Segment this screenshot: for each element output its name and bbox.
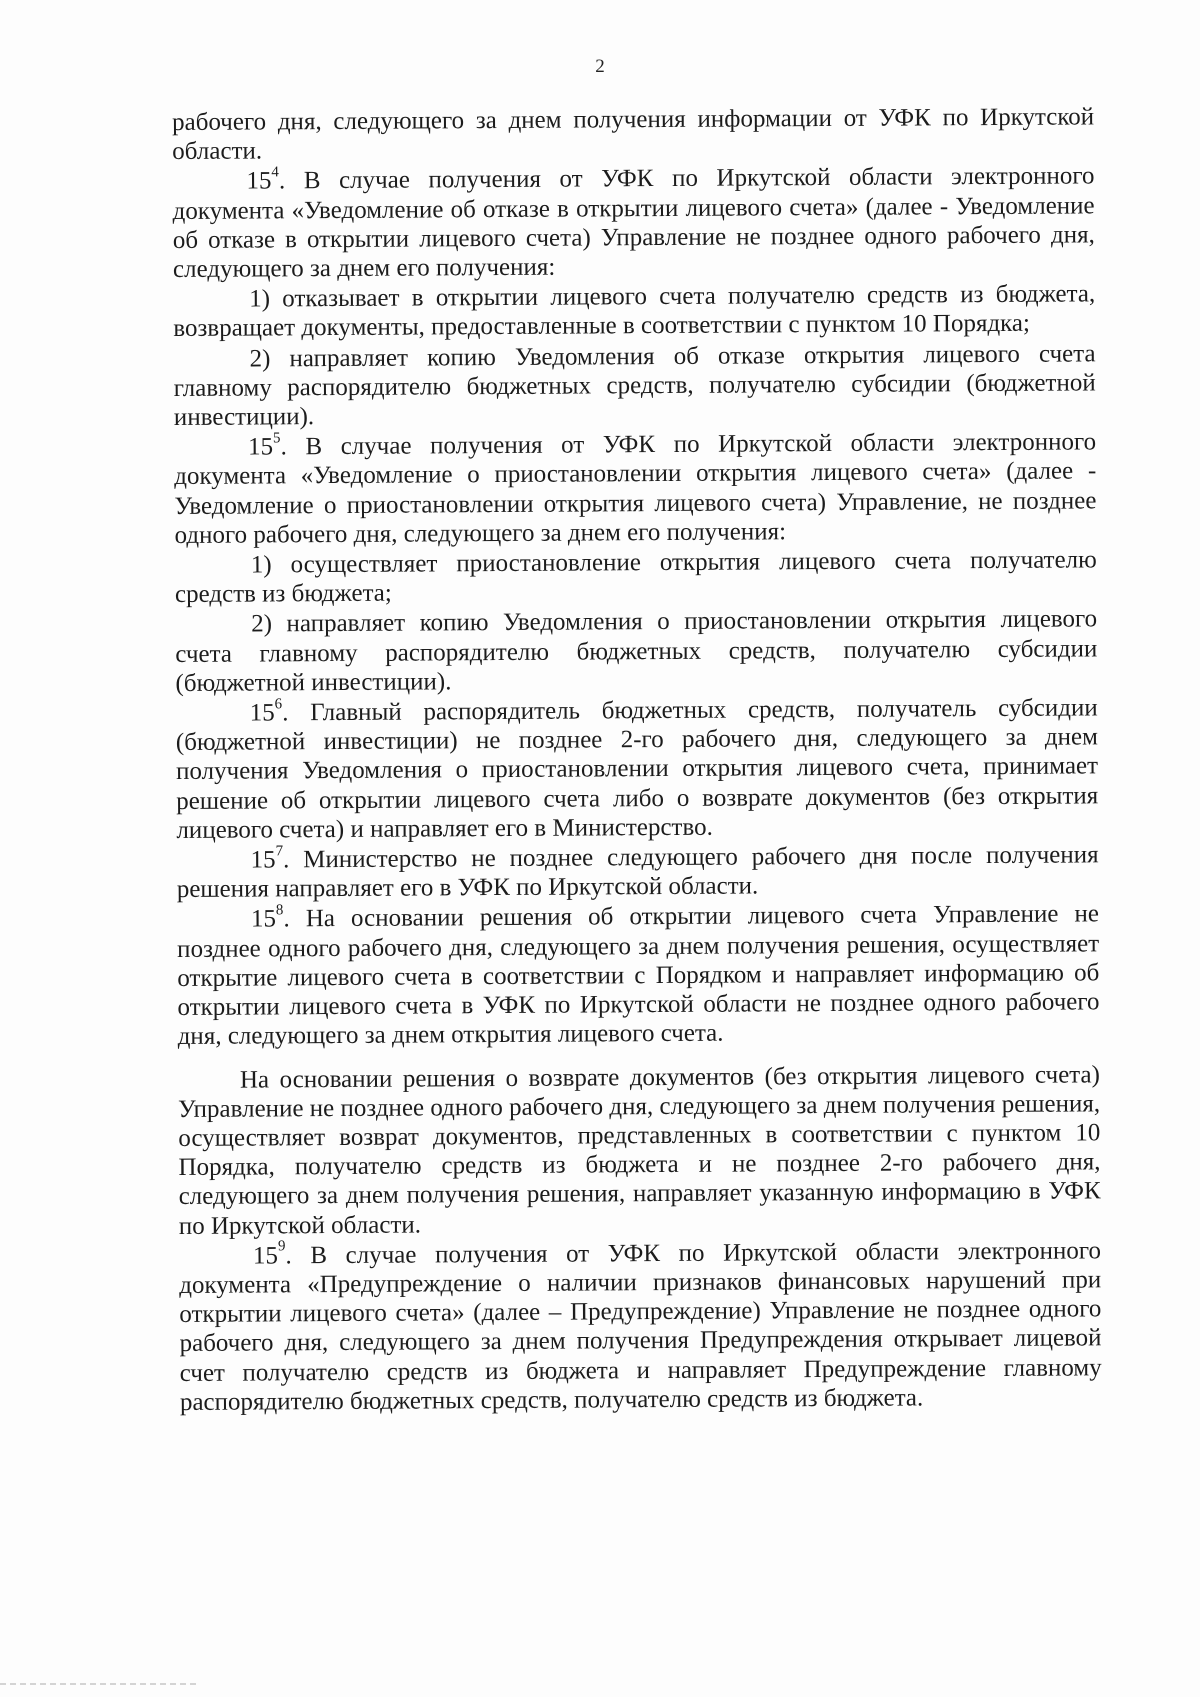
clause-superscript: 7 — [275, 843, 284, 860]
paragraph-text: . В случае получения от УФК по Иркутской области электронного документа «Предупреждение о наличии признаков финансовых нарушений при открытии лицевого счета» (далее – Предупреждение) Управление не позднее одного рабочего дня, следующего за днем получения Предупреждения открывает лицевой счет получателю средств из бюджета и направляет Предупреждение главному распорядителю бюджетных средств, получателю средств из бюджета. — [179, 1237, 1102, 1416]
paragraph-15-8 — [177, 900, 1100, 1052]
paragraph-continuation — [172, 102, 1094, 166]
paragraph-15-7 — [177, 840, 1099, 904]
paragraph-text: 1) осуществляет приостановление открытия лицевого счета получателю средств из бюджета; — [174, 546, 1097, 609]
paragraph-text: 2) направляет копию Уведомления о приостановлении открытия лицевого счета главному распорядителю бюджетных средств, получателю субсидии (бюджетной инвестиции). — [175, 605, 1098, 697]
paragraph-15-4 — [172, 162, 1095, 284]
list-item-2 — [175, 605, 1098, 698]
clause-superscript: 9 — [277, 1238, 286, 1255]
clause-superscript: 5 — [272, 430, 281, 447]
paragraph-text: . В случае получения от УФК по Иркутской области электронного документа «Уведомление о приостановлении открытия лицевого счета» (далее - Уведомление о приостановлении открытия лицевого счета) Управление, не позднее одного рабочего дня, следующего за днем его получения: — [174, 428, 1097, 549]
clause-superscript: 8 — [275, 902, 284, 919]
scan-artifact-line — [0, 1683, 200, 1685]
clause-number: 15 — [250, 846, 276, 874]
paragraph-15-6 — [176, 693, 1099, 845]
paragraph-text: . Главный распорядитель бюджетных средств, получатель субсидии (бюджетной инвестиции) не позднее 2-го рабочего дня, следующего за днем получения Уведомления о приостановлении открытия лицевого счета, принимает решение об открытии лицевого счета либо о возврате документов (без открытия лицевого счета) и направляет его в Министерство. — [175, 694, 1099, 844]
clause-superscript: 4 — [271, 164, 279, 181]
clause-number: 15 — [249, 699, 275, 727]
paragraph-text: 2) направляет копию Уведомления об отказе открытия лицевого счета главному распорядителю бюджетных средств, получателю субсидии (бюджетной инвестиции). — [173, 339, 1096, 432]
paragraph-text: . В случае получения от УФК по Иркутской области электронного документа «Уведомление об отказе в открытии лицевого счета» (далее - Уведомление об отказе в открытии лицевого счета) Управление не позднее одного рабочего дня, следующего за днем его получения: — [172, 162, 1095, 284]
clause-number: 15 — [252, 1242, 279, 1270]
paragraph-text: . На основании решения об открытии лицевого счета Управление не позднее одного рабочего дня, следующего за днем получения решения, осуществляет открытие лицевого счета в соответствии с Порядком и направляет информацию об открытии лицевого счета в УФК по Иркутской области не позднее одного рабочего дня, следующего за днем открытия лицевого счета. — [177, 900, 1100, 1051]
clause-superscript: 6 — [274, 696, 283, 713]
paragraph-text: На основании решения о возврате документов (без открытия лицевого счета) Управление не позднее одного рабочего дня, следующего за днем получения решения, осуществляет возврат документов, представленных в соответствии с пунктом 10 Порядка, получателю средств из бюджета и не позднее 2-го рабочего дня, следующего за днем получения решения, направляет указанную информацию в УФК по Иркутской области. — [178, 1060, 1101, 1240]
list-item-1 — [173, 280, 1095, 344]
paragraph-text: . Министерство не позднее следующего рабочего дня после получения решения направляет его в УФК по Иркутской области. — [176, 841, 1099, 904]
paragraph-15-9 — [179, 1236, 1102, 1417]
list-item-2 — [173, 339, 1096, 432]
clause-number: 15 — [246, 167, 272, 195]
paragraph-return-documents — [178, 1060, 1101, 1241]
document-body — [172, 102, 1102, 1418]
paragraph-15-5 — [174, 428, 1097, 550]
page-number: 2 — [595, 56, 605, 77]
paragraph-text: 1) отказывает в открытии лицевого счета получателю средств из бюджета, возвращает документы, предоставленные в соответствии с пунктом 10 Порядка; — [173, 280, 1096, 343]
clause-number: 15 — [247, 433, 274, 461]
list-item-1 — [175, 545, 1097, 609]
clause-number: 15 — [250, 905, 277, 934]
paragraph-text: рабочего дня, следующего за днем получения информации от УФК по Иркутской области. — [172, 103, 1095, 166]
